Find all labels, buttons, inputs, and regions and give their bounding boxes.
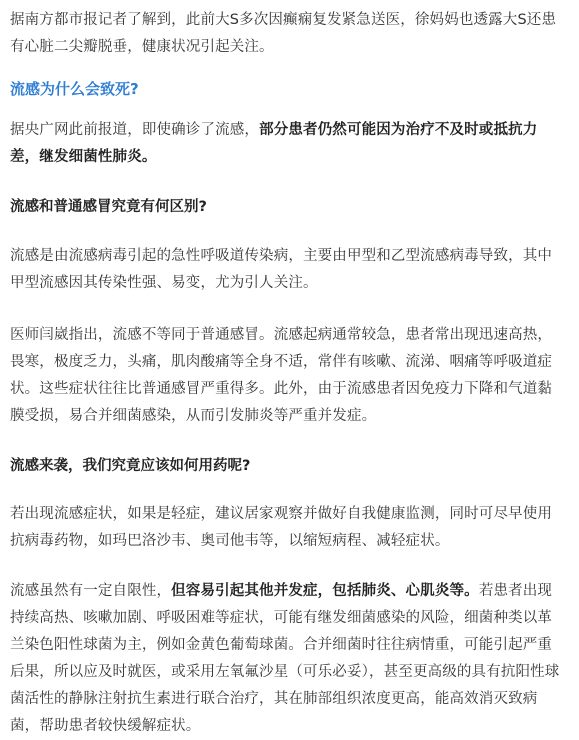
paragraph-doctor-explanation	[10, 322, 561, 430]
paragraph-intro	[10, 0, 561, 61]
paragraph-complications-bold: 但容易引起其他并发症，包括肺炎、心肌炎等。	[171, 583, 479, 599]
section-heading-why-flu-kills: 流感为什么会致死?	[10, 80, 139, 98]
section-heading-flu-vs-cold: 流感和普通感冒究竟有何区别?	[10, 199, 207, 215]
paragraph-complications-lead: 流感虽然有一定自限性，	[10, 583, 172, 599]
paragraph-cnr-report-bold: 部分患者仍然可能因为治疗不及时或抵抗力差，继发细菌性肺炎。	[10, 122, 538, 165]
paragraph-flu-definition	[10, 243, 561, 297]
section-heading-medication: 流感来袭，我们究竟应该如何用药呢?	[10, 458, 251, 474]
paragraph-mild-symptoms-text: 若出现流感症状，如果是轻症，建议居家观察并做好自我健康监测，同时可尽早使用抗病毒药物，如玛巴洛沙韦、奥司他韦等，以缩短病程、减轻症状。	[10, 506, 553, 549]
paragraph-cnr-report-lead: 据央广网此前报道，即使确诊了流感，	[10, 122, 260, 138]
paragraph-intro-text: 据南方都市报记者了解到，此前大S多次因癫痫复发紧急送医，徐妈妈也透露大S还患有心脏二尖瓣脱垂，健康状况引起关注。	[10, 12, 557, 55]
paragraph-complications	[10, 578, 561, 740]
paragraph-flu-definition-text: 流感是由流感病毒引起的急性呼吸道传染病，主要由甲型和乙型流感病毒导致，其中甲型流感因其传染性强、易变，尤为引人关注。	[10, 248, 553, 291]
paragraph-doctor-explanation-text: 医师闫崴指出，流感不等同于普通感冒。流感起病通常较急，患者常出现迅速高热，畏寒，极度乏力，头痛，肌肉酸痛等全身不适，常伴有咳嗽、流涕、咽痛等呼吸道症状。这些症状往往比普通感冒严重得多。此外，由于流感患者因免疫力下降和气道黏膜受损，易合并细菌感染，从而引发肺炎等严重并发症。	[10, 327, 553, 424]
paragraph-complications-rest: 若患者出现持续高热、咳嗽加剧、呼吸困难等症状，可能有继发细菌感染的风险，细菌种类以革兰染色阳性球菌为主，例如金黄色葡萄球菌。合并细菌时往往病情重，可能引起严重后果，所以应及时就医，或采用左氧氟沙星（可乐必妥），甚至更高级的具有抗阳性球菌活性的静脉注射抗生素进行联合治疗，其在肺部组织浓度更高，能高效消灭致病菌，帮助患者较快缓解症状。	[10, 583, 560, 734]
paragraph-cnr-report	[10, 117, 561, 171]
paragraph-mild-symptoms	[10, 501, 561, 555]
